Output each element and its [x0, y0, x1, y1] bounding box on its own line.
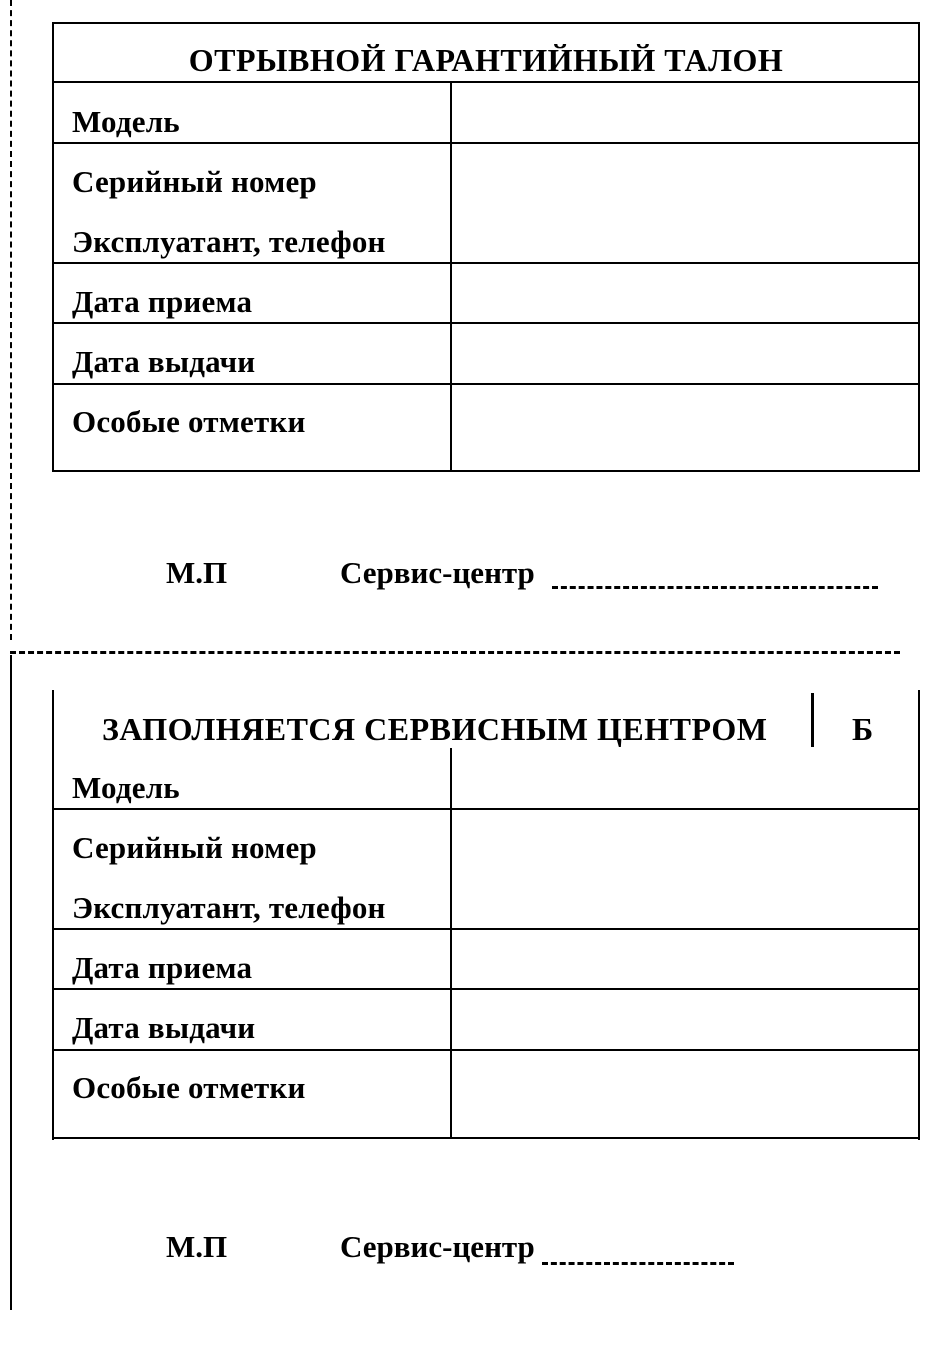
bottom-corner-separator — [811, 693, 814, 747]
bottom-table-divider — [52, 808, 920, 810]
top-table-divider — [52, 142, 920, 144]
top-table-border-bottom — [52, 470, 920, 472]
top-service-center-label: Сервис-центр — [340, 555, 535, 590]
bottom-row-label-receive-date: Дата приема — [72, 950, 253, 985]
top-table-divider — [52, 322, 920, 324]
top-row-label-receive-date: Дата приема — [72, 284, 253, 319]
left-cut-line-top — [10, 0, 12, 640]
top-table-divider — [52, 383, 920, 385]
bottom-row-label-model: Модель — [72, 770, 180, 805]
bottom-table-border-left — [52, 690, 54, 1140]
bottom-coupon-title: ЗАПОЛНЯЕТСЯ СЕРВИСНЫМ ЦЕНТРОМ — [102, 711, 768, 747]
top-coupon-title: ОТРЫВНОЙ ГАРАНТИЙНЫЙ ТАЛОН — [188, 42, 784, 78]
top-service-center-signature-line — [552, 586, 878, 589]
top-table-column-divider — [450, 81, 452, 471]
bottom-table-column-divider — [450, 748, 452, 1138]
top-row-label-model: Модель — [72, 104, 180, 139]
bottom-table-divider — [52, 988, 920, 990]
top-row-label-operator: Эксплуатант, телефон — [72, 224, 386, 259]
top-table-border-top — [52, 22, 920, 24]
top-stamp-label: М.П — [166, 555, 228, 590]
top-table-border-right — [918, 22, 920, 472]
bottom-row-label-serial: Серийный номер — [72, 830, 317, 865]
bottom-table-border-right — [918, 690, 920, 1140]
left-border-bottom — [10, 655, 12, 1310]
top-row-label-issue-date: Дата выдачи — [72, 344, 256, 379]
bottom-table-divider — [52, 928, 920, 930]
top-table-divider — [52, 262, 920, 264]
bottom-service-center-label: Сервис-центр — [340, 1229, 535, 1264]
top-table-divider — [52, 81, 920, 83]
bottom-row-label-operator: Эксплуатант, телефон — [72, 890, 386, 925]
bottom-row-label-notes: Особые отметки — [72, 1070, 306, 1105]
top-row-label-notes: Особые отметки — [72, 404, 306, 439]
bottom-service-center-signature-line — [542, 1262, 734, 1265]
bottom-coupon-corner-letter: Б — [852, 711, 874, 747]
bottom-row-label-issue-date: Дата выдачи — [72, 1010, 256, 1045]
cut-line-horizontal — [10, 651, 900, 654]
bottom-table-divider — [52, 1049, 920, 1051]
top-table-border-left — [52, 22, 54, 472]
bottom-table-border-bottom — [52, 1137, 920, 1139]
bottom-stamp-label: М.П — [166, 1229, 228, 1264]
top-row-label-serial: Серийный номер — [72, 164, 317, 199]
